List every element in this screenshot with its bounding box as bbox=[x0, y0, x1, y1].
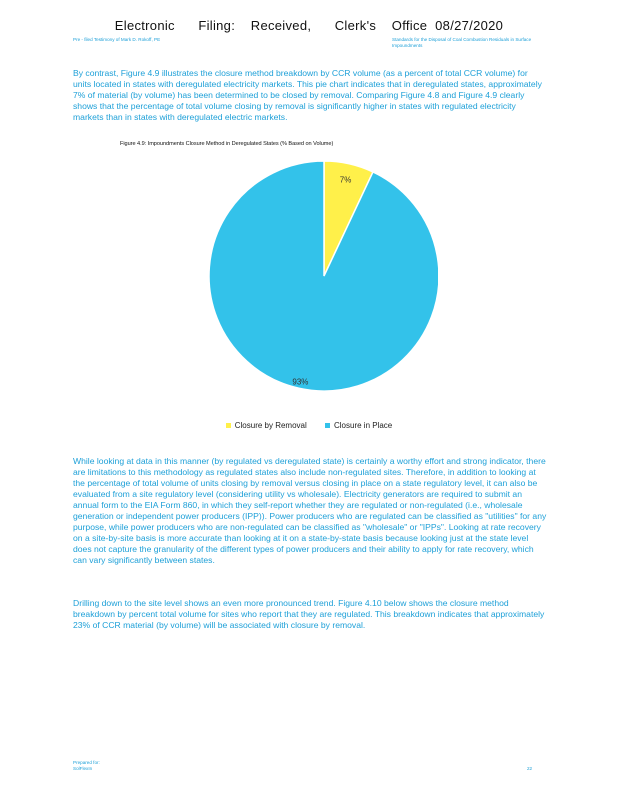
legend-item-removal bbox=[226, 421, 307, 430]
legend-label-removal: Closure by Removal bbox=[234, 421, 307, 430]
paragraph-text: While looking at data in this manner (by regulated vs deregulated state) is certainly a worthy effort and strong indicator, there are limitations to this methodology as regulated states also include non-regulated sites. Therefore, in addition to looking at the percentage of total volume of units closing by removal versus closing in place on a state regulatory level, it can also be evaluated from a site regulatory level (considering utility vs wholesale). Electricity generators are required to submit an annual form to the EIA Form 860, in which they self-report whether they are regulated or non-regulated (i.e., wholesale generation or independent power producers (IPP)). Power producers who are regulated can be classified as "utilities" for any purpose, while power producers who are non-regulated can be classified as "wholesale" or "IPPs". Looking at rate recovery on a site-by-site basis is more accurate than looking at it on a state-by-state basis because looking just at the state level does not capture the granularity of the different types of power producers and their ability to apply for rate recovery, which can vary significantly between states. bbox=[73, 456, 547, 565]
chart-legend bbox=[0, 421, 618, 430]
legend-swatch-in-place bbox=[325, 423, 330, 428]
pie-slice-in-place bbox=[209, 161, 438, 391]
header-report-title: Standards for the Disposal of Coal Combustion Residuals in Surface Impoundments bbox=[392, 37, 532, 48]
footer-prepared-name: SolFlexIn bbox=[73, 766, 93, 771]
paragraph-text: Drilling down to the site level shows an even more pronounced trend. Figure 4.10 below shows the closure method breakdown by percent total volume for sites who report that they are regulated. This breakdown indicates that approximately 23% of CCR material (by volume) will be associated with closure by removal. bbox=[73, 598, 545, 630]
legend-swatch-removal bbox=[226, 423, 231, 428]
footer-prepared-label: Prepared for: bbox=[73, 760, 100, 765]
header-testimony-title: Pre - filed Testimony of Mark D. Rokoff, PE bbox=[73, 37, 161, 42]
paragraph-site-level-trend bbox=[73, 598, 549, 631]
legend-item-in-place bbox=[325, 421, 392, 430]
legend-label-in-place: Closure in Place bbox=[334, 421, 393, 430]
page-number: 22 bbox=[527, 766, 533, 771]
closure-method-pie-chart bbox=[198, 160, 438, 400]
filing-stamp: Electronic Filing: Received, Clerk's Office 08/27/2020 bbox=[114, 18, 504, 33]
figure-caption: Figure 4.9: Impoundments Closure Method in Deregulated States (% Based on Volume) bbox=[120, 141, 334, 147]
pie-label-in-place: 93% bbox=[292, 377, 309, 387]
paragraph-text: By contrast, Figure 4.9 illustrates the closure method breakdown by CCR volume (as a percent of total CCR volume) for units located in states with deregulated electricity markets. This pie chart indicates that in deregulated states, approximately 7% of material (by volume) has been determined to be closed by removal. Comparing Figure 4.8 and Figure 4.9 clearly shows that the percentage of total volume closing by removal is significantly higher in states with regulated electricity markets than in states with deregulated electric markets. bbox=[73, 68, 542, 122]
pie-label-removal: 7% bbox=[339, 175, 352, 185]
footer-prepared-for bbox=[73, 760, 193, 772]
paragraph-deregulated-intro bbox=[73, 68, 543, 123]
paragraph-site-level-analysis bbox=[73, 456, 549, 566]
